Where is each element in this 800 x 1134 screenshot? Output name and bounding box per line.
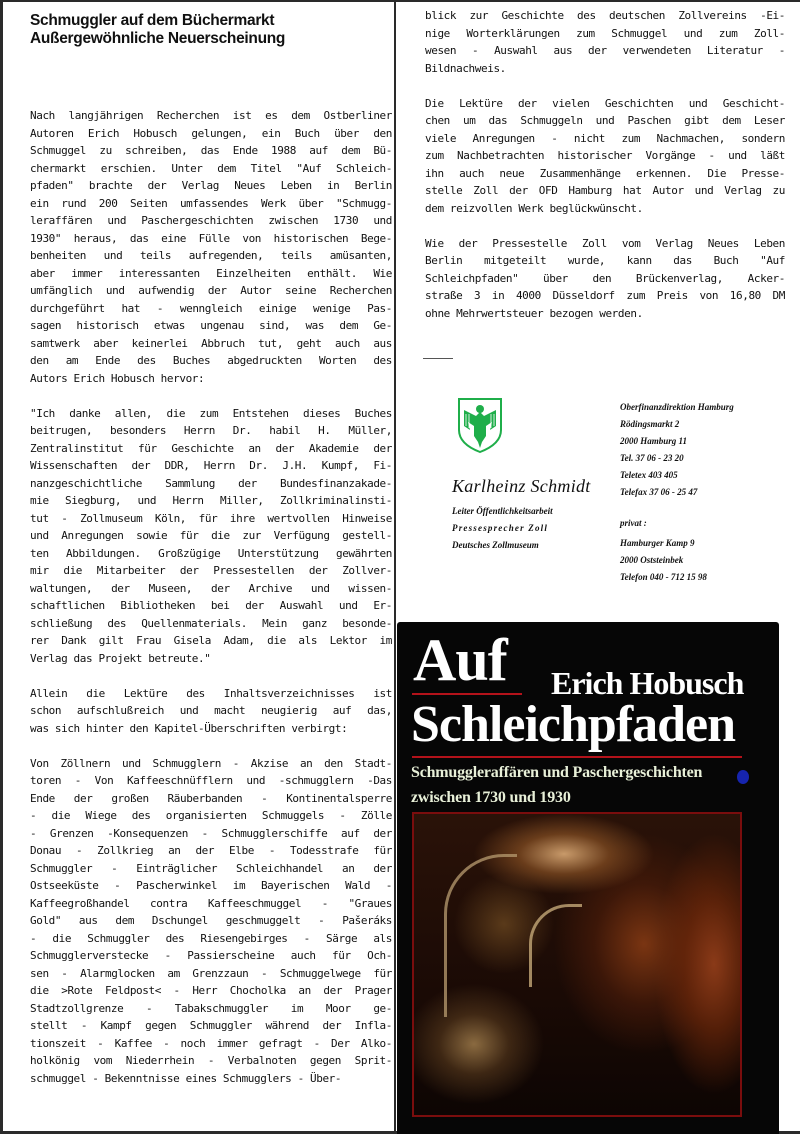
text-line: umfänglich und aufwendig der Autor seine Recherchen (30, 284, 392, 297)
text-line: aber immer interessanten Einzelheiten enthält. Wie (30, 266, 392, 280)
text-line: Wissenschaften der DDR, Herrn Dr. J.H. Kumpf, Fi- (30, 459, 392, 472)
article-headline (30, 12, 390, 48)
text-line: toren - Von Kaffeeschnüfflern und -schmugglern -Das (30, 774, 392, 787)
text-line: holkönig vom Niederrhein - Verbalnoten gegen Sprit- (30, 1054, 392, 1067)
office-line: Tel. 37 06 - 23 20 (620, 453, 684, 463)
text-line: Ostseeküste - Pascherwinkel im Bayerischen Wald - (30, 879, 392, 892)
text-line: mie Siegburg, und Herrn Miller, Zollkriminalinsti- (30, 494, 392, 507)
text-line: stellt - Kampf gegen Schmuggler während der Infla- (30, 1019, 392, 1032)
cover-red-rule (412, 756, 742, 758)
text-line: Schmuggel zu schreiben, das Ende 1988 auf dem Bü- (30, 144, 392, 157)
text-line: dem reizvollen Werk beglückwünscht. (425, 201, 643, 215)
text-line: schon aufschlußreich und macht neugierig auf das, (30, 704, 392, 717)
office-line: 2000 Hamburg 11 (620, 436, 688, 446)
text-line: Autors Erich Hobusch hervor: (30, 371, 205, 385)
text-line: beitrugen, besonders Herrn Dr. habil H. Müller, (30, 424, 392, 437)
card-title: Pressesprecher Zoll (452, 523, 549, 533)
text-line: Die Lektüre der vielen Geschichten und Geschicht- (425, 96, 785, 110)
text-line: schmuggel - Bekenntnisse eines Schmugglers - Über- (30, 1071, 342, 1085)
cover-author: Erich Hobusch (551, 665, 744, 701)
painting-figure-hat (529, 904, 582, 987)
text-line: Wie der Pressestelle Zoll vom Verlag Neues Leben (425, 236, 785, 250)
paragraph (425, 235, 785, 323)
card-title: Leiter Öffentlichkeitsarbeit (452, 506, 553, 516)
text-line: nige Worterklärungen zum Schmuggel und zum Zoll- (425, 26, 785, 40)
text-line: chermarkt erschien. Unter dem Titel "Auf Schleich- (30, 161, 392, 175)
text-line: tionszeit - Kaffee - noch immer gefragt - Der Alko- (30, 1036, 392, 1050)
text-line: Stadtzollgrenze - Tabakschmuggler im Moor ge- (30, 1001, 392, 1015)
text-line: ein rund 200 Seiten umfassendes Werk über "Schmugg- (30, 196, 392, 210)
text-line: und Anregungen sowie für die zur Verfügung gestell- (30, 529, 392, 542)
text-line: sagen historisch etwas ungenau sind, was dem Ge- (30, 319, 392, 332)
text-line: samtwerk aber keinerlei Abbruch tut, geht auch aus (30, 336, 392, 350)
text-line: ihn auch neue Zusammenhänge erkennen. Die Presse- (425, 166, 785, 180)
text-line: Kaffeegroßhandel contra Kaffeeschmuggel - "Graues (30, 896, 392, 910)
text-line: straße 3 in 4000 Düsseldorf zum Preis von 16,80 DM (425, 289, 785, 302)
book-cover (397, 622, 779, 1134)
text-line: durchgeführt hat - wenngleich einige wenige Pas- (30, 301, 392, 315)
private-line: Telefon 040 - 712 15 98 (620, 572, 707, 582)
text-line: Nach langjährigen Recherchen ist es dem Ostberliner (30, 109, 392, 122)
text-line: mir die Mitarbeiter der Pressestellen der Zollver- (30, 564, 392, 577)
text-line: Schmugglerverstecke - Passierscheine auch für Och- (30, 949, 392, 962)
text-line: blick zur Geschichte des deutschen Zollvereins -Ei- (425, 9, 785, 22)
text-line: den am Ende des Buches abgedruckten Worten des (30, 354, 392, 367)
text-line: Schleichpfaden" über den Brückenverlag, Acker- (425, 271, 785, 285)
text-line: Allein die Lektüre des Inhaltsverzeichnisses ist (30, 686, 392, 700)
headline-title: Schmuggler auf dem Büchermarkt (30, 12, 275, 29)
cover-title-line2: Schleichpfaden (411, 696, 736, 753)
column-divider (394, 0, 396, 1134)
text-line: tut - Zollmuseum Köln, für ihre wertvollen Hinweise (30, 511, 392, 525)
text-line: Von Zöllnern und Schmugglern - Akzise an den Stadt- (30, 756, 392, 770)
text-line: - die Schmuggler des Riesengebirges - Särge als (30, 931, 392, 945)
text-line: pfaden" brachte der Verlag Neues Leben in Berlin (30, 179, 392, 192)
headline-subtitle: Außergewöhnliche Neuerscheinung (30, 30, 286, 47)
office-line: Oberfinanzdirektion Hamburg (620, 402, 734, 412)
cover-title-line1: Auf (413, 627, 507, 693)
text-line: Donau - Zollkrieg an der Elbe - Todesstrafe für (30, 844, 392, 857)
painting-figure-hat (444, 854, 517, 1017)
cover-painting (412, 812, 742, 1117)
paragraph (30, 755, 392, 1088)
text-line: ten Abbildungen. Großzügige Unterstützung gewährten (30, 546, 392, 560)
end-rule (423, 358, 453, 359)
paragraph (425, 95, 785, 218)
text-line: wesen - Auswahl aus der verwendeten Literatur - (425, 44, 785, 57)
business-card (420, 388, 795, 608)
text-line: stelle Zoll der OFD Hamburg hat Autor und Verlag zu (425, 184, 785, 197)
text-line: waltungen, der Museen, der Archive und wissen- (30, 581, 392, 595)
text-line: Bildnachweis. (425, 61, 506, 75)
text-line: schließung des Quellenmaterials. Mein ganz besonde- (30, 616, 392, 630)
text-line: ohne Mehrwertsteuer bezogen werden. (425, 306, 643, 320)
paragraph (30, 685, 392, 738)
paragraph (425, 7, 785, 77)
text-line: leraffären und Paschergeschichten zwischen 1730 und (30, 214, 392, 227)
text-line: schaftlichen Bibliotheken bei der Auswahl und Er- (30, 599, 392, 612)
text-line: - Grenzen -Konsequenzen - Schmugglerschiffe auf der (30, 826, 392, 840)
text-line: chen um das Schmuggeln und Paschen gibt dem Leser (425, 114, 785, 127)
office-line: Telefax 37 06 - 25 47 (620, 487, 698, 497)
text-line: Autoren Erich Hobusch gelungen, ein Buch über den (30, 126, 392, 140)
right-column-text (425, 7, 785, 340)
text-line: Schmuggler - Einträglicher Schleichhandel an der (30, 861, 392, 875)
text-line: Zentralinstitut für Geschichte an der Akademie der (30, 441, 392, 455)
text-line: "Ich danke allen, die zum Entstehen dieses Buches (30, 406, 392, 420)
cover-subtitle-line1: Schmuggleraffären und Paschergeschichten (411, 764, 703, 781)
left-column-text (30, 107, 392, 1105)
office-line: Teletex 403 405 (620, 470, 678, 480)
text-line: - die Wiege des organisierten Schmuggels - Zölle (30, 809, 392, 822)
cover-subtitle-line2: zwischen 1730 und 1930 (411, 789, 571, 806)
text-line: zum Nachbetrachten historischer Vorgänge - und läßt (425, 149, 785, 162)
private-line: 2000 Oststeinbek (620, 555, 684, 565)
card-name: Karlheinz Schmidt (452, 476, 591, 496)
text-line: sen - Alarmglocken am Grenzzaun - Schmuggelwege für (30, 966, 392, 980)
text-line: Ende der großen Räuberbanden - Kontinentalsperre (30, 791, 392, 805)
cover-red-rule (412, 693, 522, 695)
cover-subtitle (411, 760, 702, 810)
text-line: nanzgeschichtliche Sammlung der Bundesfinanzakade- (30, 476, 392, 490)
card-title: Deutsches Zollmuseum (452, 540, 539, 550)
text-line: viele Anregungen - nicht zum Nachmachen, sondern (425, 131, 785, 145)
paragraph (30, 405, 392, 668)
ink-smudge (737, 770, 749, 784)
text-line: was sich hinter den Kapitel-Überschriften verbirgt: (30, 721, 348, 735)
text-line: Berlin mitgeteilt wurde, kann das Buch "Auf (425, 254, 785, 267)
private-line: Hamburger Kamp 9 (620, 538, 695, 548)
text-line: die >Rote Feldpost< - Herr Chocholka an der Prager (30, 984, 392, 997)
text-line: Verlag das Projekt betreute." (30, 651, 211, 665)
office-line: Rödingsmarkt 2 (620, 419, 680, 429)
text-line: 1930" heraus, das eine Fülle von historischen Bege- (30, 231, 392, 245)
text-line: benheiten und teils aufregenden, teils amüsanten, (30, 249, 392, 262)
text-line: rer Dank gilt Frau Gisela Adam, die als Lektor im (30, 634, 392, 647)
text-line: Gold" aus dem Dschungel geschmuggelt - Pašeráks (30, 914, 392, 927)
private-label: privat : (620, 518, 647, 528)
paragraph (30, 107, 392, 387)
federal-eagle-crest-icon (456, 396, 504, 454)
